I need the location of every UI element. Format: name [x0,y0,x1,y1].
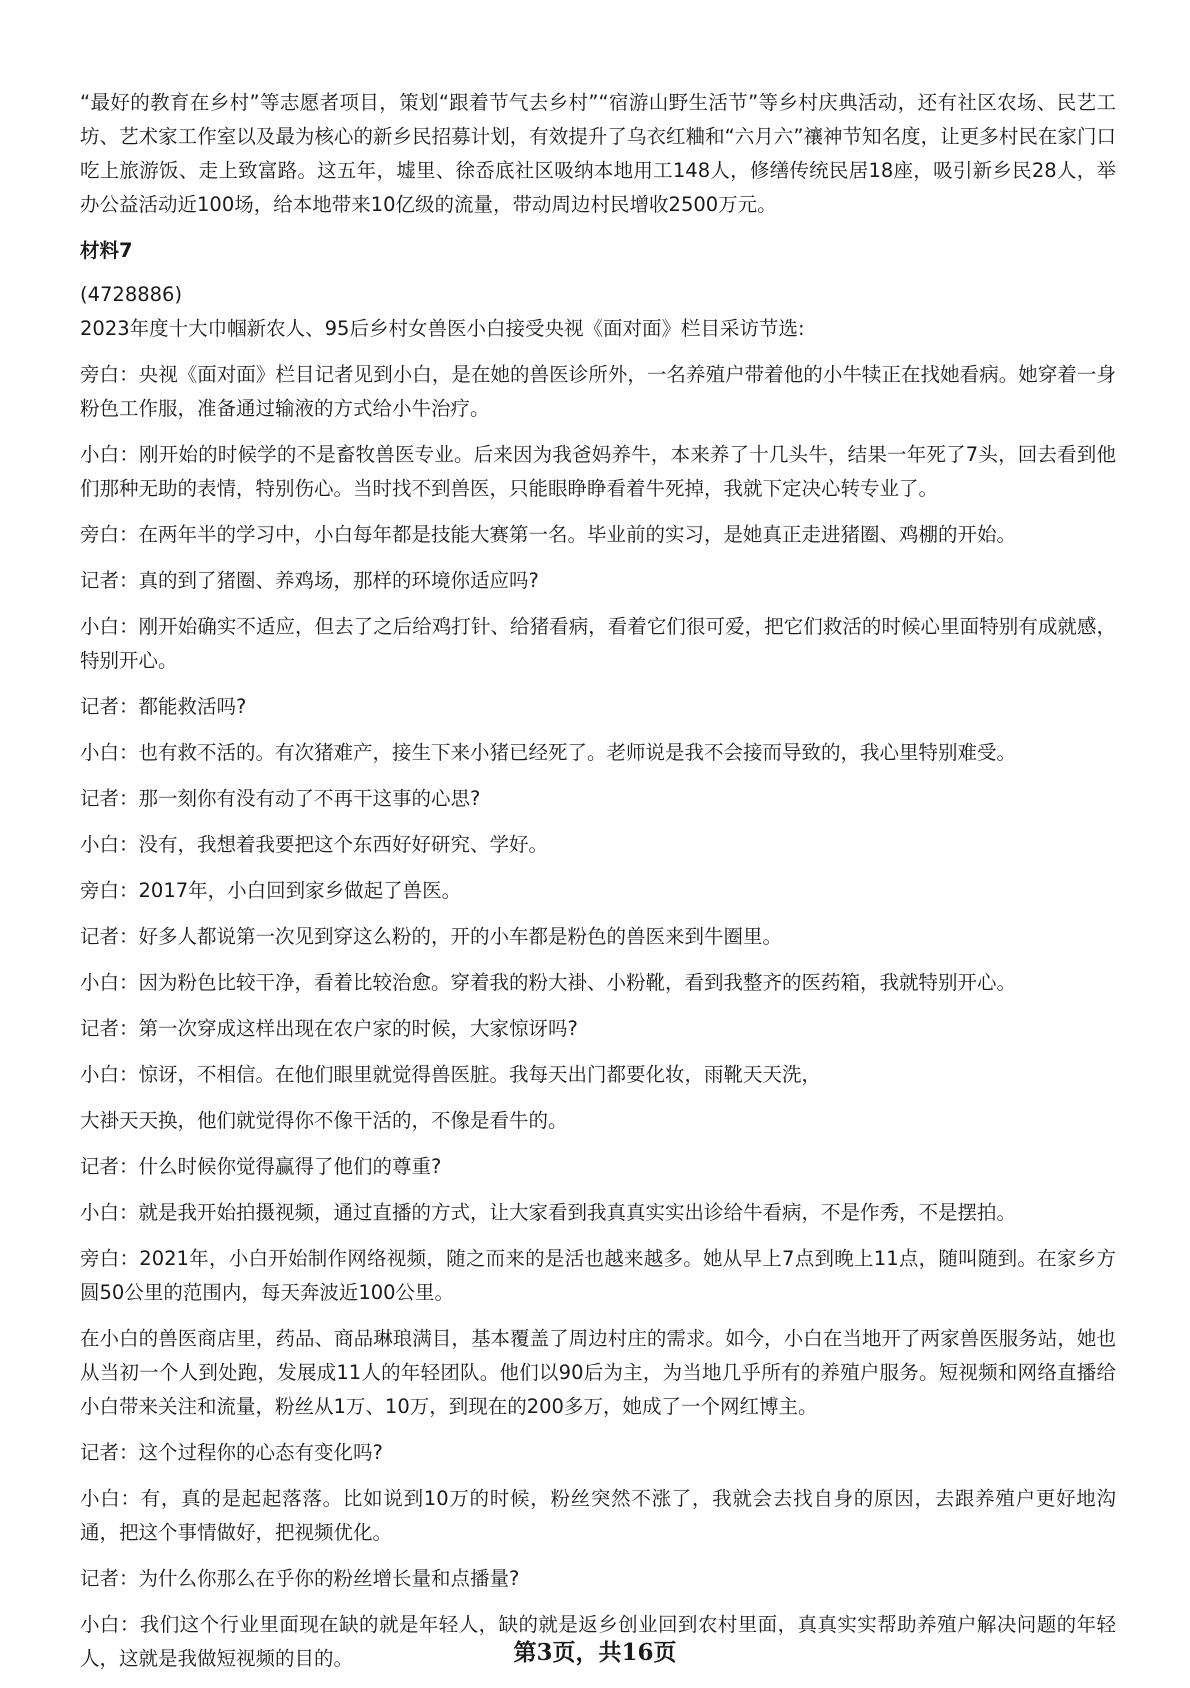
section-intro: 2023年度十大巾帼新农人、95后乡村女兽医小白接受央视《面对面》栏目采访节选: [80,317,805,340]
dialogue-line: 记者：真的到了猪圈、养鸡场，那样的环境你适应吗? [80,569,539,592]
dialogue-line: 旁白：2021年，小白开始制作网络视频，随之而来的是活也越来越多。她从早上7点到晚上11点，随叫随到。在家乡方圆50公里的范围内，每天奔波近100公里。 [80,1247,1116,1304]
dialogue-line: 记者：好多人都说第一次见到穿这么粉的，开的小车都是粉色的兽医来到牛圈里。 [80,925,783,948]
dialogue-line: 小白：也有救不活的。有次猪难产，接生下来小猪已经死了。老师说是我不会接而导致的，我心里特别难受。 [80,741,1017,764]
dialogue-line: 记者：这个过程你的心态有变化吗? [80,1441,383,1464]
dialogue-line: 小白：我们这个行业里面现在缺的就是年轻人，缺的就是返乡创业回到农村里面，真真实实帮助养殖户解决问题的年轻人，这就是我做短视频的目的。 [80,1613,1116,1670]
intro-paragraph: “最好的教育在乡村”等志愿者项目，策划“跟着节气去乡村”“宿游山野生活节”等乡村庆典活动，还有社区农场、民艺工坊、艺术家工作室以及最为核心的新乡民招募计划，有效提升了乌衣红粬和“六月六”禳神节知名度，让更多村民在家门口吃上旅游饭、走上致富路。这五年，墟里、徐岙底社区吸纳本地用工148人，修缮传统民居18座，吸引新乡民28人，举办公益活动近100场，给本地带来10亿级的流量，带动周边村民增收2500万元。 [80,91,1116,216]
dialogue-line: 小白：就是我开始拍摄视频，通过直播的方式，让大家看到我真真实实出诊给牛看病，不是作秀，不是摆拍。 [80,1201,1017,1224]
section-title: 材料7 [80,239,133,262]
dialogue-line: 旁白：在两年半的学习中，小白每年都是技能大赛第一名。毕业前的实习，是她真正走进猪圈、鸡棚的开始。 [80,523,1017,546]
dialogue-line: 旁白：央视《面对面》栏目记者见到小白，是在她的兽医诊所外，一名养殖户带着他的小牛犊正在找她看病。她穿着一身粉色工作服，准备通过输液的方式给小牛治疗。 [80,363,1116,420]
dialogue-line: 小白：刚开始确实不适应，但去了之后给鸡打针、给猪看病，看着它们很可爱，把它们救活的时候心里面特别有成就感，特别开心。 [80,615,1116,672]
dialogue-line: 旁白：2017年，小白回到家乡做起了兽医。 [80,879,462,902]
dialogue-line: 记者：都能救活吗? [80,695,247,718]
dialogue-line: 记者：什么时候你觉得赢得了他们的尊重? [80,1155,442,1178]
dialogue-line: 小白：刚开始的时候学的不是畜牧兽医专业。后来因为我爸妈养牛，本来养了十几头牛，结果一年死了7头，回去看到他们那种无助的表情，特别伤心。当时找不到兽医，只能眼睁睁看着牛死掉，我就下定决心转专业了。 [80,443,1116,500]
dialogue-line: 大褂天天换，他们就觉得你不像干活的，不像是看牛的。 [80,1109,568,1132]
document-body [80,86,1116,1688]
dialogue-line: 小白：惊讶，不相信。在他们眼里就觉得兽医脏。我每天出门都要化妆，雨靴天天洗， [80,1063,822,1086]
dialogue-line: 小白：没有，我想着我要把这个东西好好研究、学好。 [80,833,549,856]
dialogue-line: 小白：有，真的是起起落落。比如说到10万的时候，粉丝突然不涨了，我就会去找自身的原因，去跟养殖户更好地沟通，把这个事情做好，把视频优化。 [80,1487,1116,1544]
page-number-footer: 第3页，共16页 [513,1639,677,1666]
dialogue-line: 记者：第一次穿成这样出现在农户家的时候，大家惊讶吗? [80,1017,578,1040]
dialogue-line: 记者：那一刻你有没有动了不再干这事的心思? [80,787,481,810]
dialogue-line: 小白：因为粉色比较干净，看着比较治愈。穿着我的粉大褂、小粉靴，看到我整齐的医药箱，我就特别开心。 [80,971,1017,994]
dialogue-line: 在小白的兽医商店里，药品、商品琳琅满目，基本覆盖了周边村庄的需求。如今，小白在当地开了两家兽医服务站，她也从当初一个人到处跑，发展成11人的年轻团队。他们以90后为主，为当地几乎所有的养殖户服务。短视频和网络直播给小白带来关注和流量，粉丝从1万、10万，到现在的200多万，她成了一个网红博主。 [80,1327,1116,1418]
section-code: (4728886) [80,283,183,306]
dialogue-line: 记者：为什么你那么在乎你的粉丝增长量和点播量? [80,1567,520,1590]
